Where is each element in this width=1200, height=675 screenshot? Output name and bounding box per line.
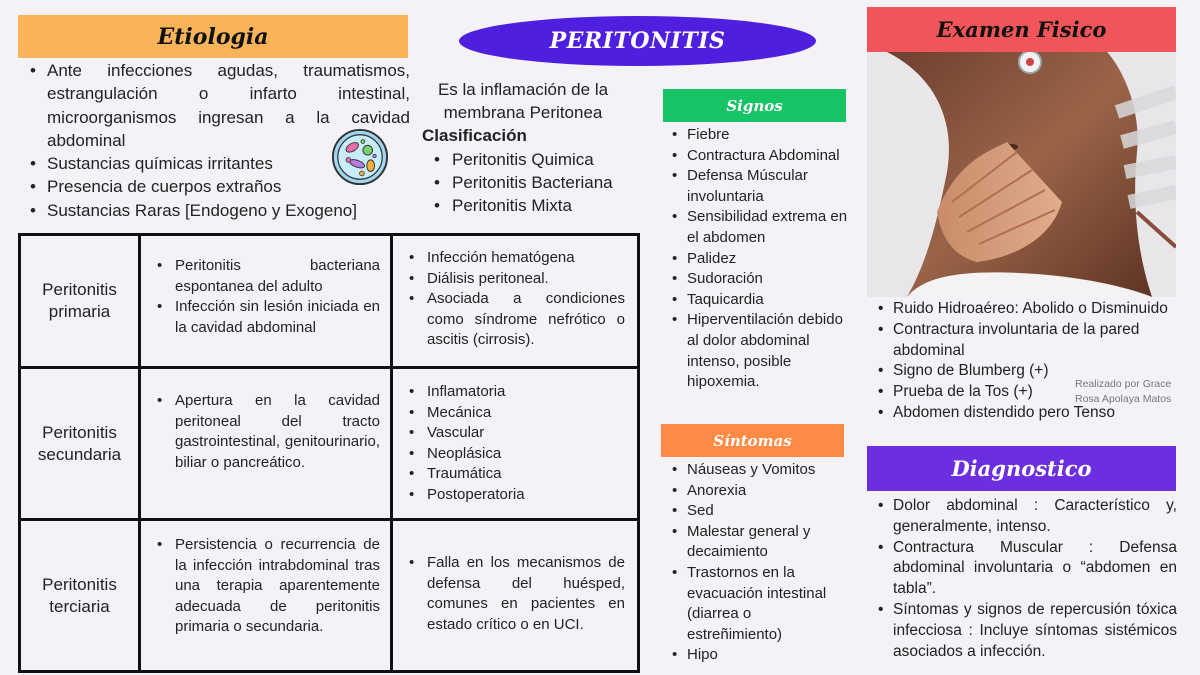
signos-title: Signos — [663, 89, 846, 122]
abdominal-palpation-photo — [867, 52, 1176, 297]
list-item: • Prueba de la Tos (+) — [874, 382, 1194, 403]
examen-fisico-title: Examen Fisico — [867, 7, 1176, 52]
list-item: • Inflamatoria — [405, 382, 625, 403]
table-row — [20, 520, 639, 672]
list-item: • Ruido Hidroaéreo: Abolido o Disminuido — [874, 299, 1194, 320]
list-item: • Neoplásica — [405, 444, 625, 465]
list-item: • Sed — [668, 501, 848, 522]
bacteria-petri-icon — [331, 128, 389, 186]
main-title: PERITONITIS — [459, 16, 816, 66]
list-item: • Sustancias Raras [Endogeno y Exogeno] — [26, 199, 410, 222]
row-name: Peritonitis secundaria — [20, 368, 140, 520]
list-item: • Náuseas y Vomitos — [668, 460, 848, 481]
sintomas-title: Síntomas — [661, 424, 844, 457]
row-name: Peritonitis primaria — [20, 235, 140, 368]
table-row — [20, 235, 639, 368]
table-cell — [140, 368, 392, 520]
list-item: • Apertura en la cavidad peritoneal del tracto gastrointestinal, genitourinario, biliar o pancreático. — [153, 391, 380, 473]
etiologia-title: Etiologia — [18, 15, 408, 58]
list-item: • Anorexia — [668, 481, 848, 502]
diagnostico-list — [874, 496, 1177, 662]
list-item: • Ante infecciones agudas, traumatismos, estrangulación o infarto intestinal, microorganismos ingresan a la cavidad abdominal — [26, 59, 410, 152]
list-item: • Signo de Blumberg (+) — [874, 361, 1194, 382]
list-item: • Persistencia o recurrencia de la infección intrabdominal tras una terapia aparentemente adecuada de peritonitis primaria o secundaria. — [153, 535, 380, 638]
list-item: • Fiebre — [668, 125, 848, 146]
list-item: • Abdomen distendido pero Tenso — [874, 403, 1194, 424]
list-item: • Infección hematógena — [405, 248, 625, 269]
list-item: • Contractura involuntaria de la pared abdominal — [874, 320, 1194, 362]
list-item: • Traumática — [405, 464, 625, 485]
list-item: • Trastornos en la evacuación intestinal (diarrea o estreñimiento) — [668, 563, 848, 645]
clasificacion-title: Clasificación — [422, 126, 527, 145]
table-cell — [392, 368, 639, 520]
list-item: • Presencia de cuerpos extraños — [26, 175, 410, 198]
list-item: • Contractura Abdominal — [668, 146, 848, 167]
list-item: • Síntomas y signos de repercusión tóxica infecciosa : Incluye síntomas sistémicos asociados a infección. — [874, 600, 1177, 662]
table-cell — [140, 235, 392, 368]
list-item: • Taquicardia — [668, 290, 848, 311]
clasificacion-list — [430, 148, 613, 217]
list-item: • Sudoración — [668, 269, 848, 290]
list-item: • Hipo — [668, 645, 848, 666]
list-item: • Falla en los mecanismos de defensa del huésped, comunes en pacientes en estado crítico o en UCI. — [405, 553, 625, 635]
list-item: • Mecánica — [405, 403, 625, 424]
table-row — [20, 368, 639, 520]
list-item: • Sustancias químicas irritantes — [26, 152, 410, 175]
list-item: • Defensa Múscular involuntaria — [668, 166, 848, 207]
list-item: • Contractura Muscular : Defensa abdominal involuntaria o “abdomen en tabla”. — [874, 538, 1177, 600]
list-item: • Asociada a condiciones como síndrome nefrótico o ascitis (cirrosis). — [405, 289, 625, 351]
list-item: • Diálisis peritoneal. — [405, 269, 625, 290]
peritonitis-types-table — [18, 233, 640, 673]
table-cell — [392, 235, 639, 368]
table-cell — [140, 520, 392, 672]
list-item: • Postoperatoria — [405, 485, 625, 506]
author-credit: Realizado por Grace Rosa Apolaya Matos — [1075, 378, 1172, 405]
list-item: • Malestar general y decaimiento — [668, 522, 848, 563]
list-item: • Hiperventilación debido al dolor abdominal intenso, posible hipoxemia. — [668, 310, 848, 392]
list-item: • Infección sin lesión iniciada en la cavidad abdominal — [153, 297, 380, 338]
list-item: • Dolor abdominal : Característico y, generalmente, intenso. — [874, 496, 1177, 538]
list-item: • Palidez — [668, 249, 848, 270]
diagnostico-title: Diagnostico — [867, 446, 1176, 491]
list-item: • Peritonitis bacteriana espontanea del adulto — [153, 256, 380, 297]
list-item: • Sensibilidad extrema en el abdomen — [668, 207, 848, 248]
list-item: • Peritonitis Mixta — [430, 194, 613, 217]
table-cell — [392, 520, 639, 672]
row-name: Peritonitis terciaria — [20, 520, 140, 672]
list-item: • Peritonitis Bacteriana — [430, 171, 613, 194]
sintomas-list — [668, 460, 848, 666]
signos-list — [668, 125, 848, 393]
list-item: • Vascular — [405, 423, 625, 444]
list-item: • Peritonitis Quimica — [430, 148, 613, 171]
definition: Es la inflamación de la membrana Peritonea — [437, 80, 609, 122]
